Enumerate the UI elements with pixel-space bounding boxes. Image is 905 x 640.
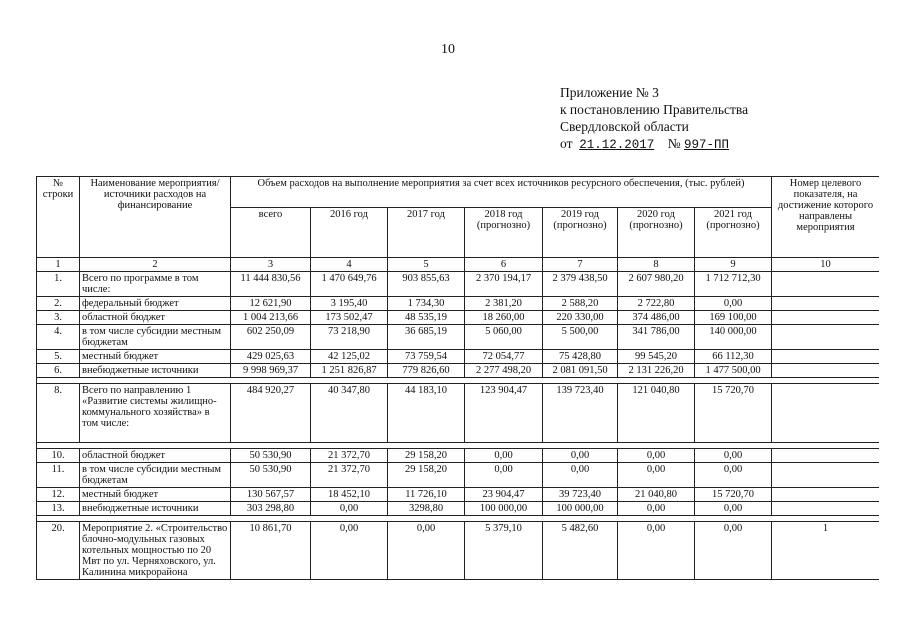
table-row [37,463,880,488]
col-number: 1 [37,258,80,272]
cell-total: 484 920,27 [231,384,311,443]
cell-2021: 0,00 [695,297,772,311]
cell-2021: 1 477 500,00 [695,364,772,378]
header-2017: 2017 год [388,208,465,258]
col-number: 5 [388,258,465,272]
header-2019: 2019 год (прогнозно) [543,208,618,258]
column-number-row [37,258,880,272]
cell-2017: 73 759,54 [388,350,465,364]
cell-2016: 40 347,80 [311,384,388,443]
cell-2020: 0,00 [618,502,695,516]
cell-2016: 3 195,40 [311,297,388,311]
row-label: областной бюджет [80,311,231,325]
cell-total: 1 004 213,66 [231,311,311,325]
row-number: 5. [37,350,80,364]
row-number: 3. [37,311,80,325]
appendix-authority: Свердловской области [560,119,689,134]
cell-2016: 0,00 [311,522,388,580]
date-prefix: от [560,136,573,151]
cell-2021: 0,00 [695,502,772,516]
cell-2021: 0,00 [695,449,772,463]
row-label: федеральный бюджет [80,297,231,311]
cell-2020: 2 722,80 [618,297,695,311]
cell-target [772,463,879,488]
cell-target [772,364,879,378]
cell-total: 602 250,09 [231,325,311,350]
cell-2018: 2 370 194,17 [465,272,543,297]
cell-target [772,384,879,443]
cell-2017: 36 685,19 [388,325,465,350]
cell-2018: 0,00 [465,449,543,463]
cell-2016: 18 452,10 [311,488,388,502]
row-label: внебюджетные источники [80,364,231,378]
cell-total: 9 998 969,37 [231,364,311,378]
cell-total: 429 025,63 [231,350,311,364]
cell-2019: 2 588,20 [543,297,618,311]
row-number: 4. [37,325,80,350]
cell-2021: 0,00 [695,522,772,580]
header-row [37,177,880,208]
decree-date: 21.12.2017 [579,138,655,152]
appendix-date-line [560,135,748,154]
row-label: внебюджетные источники [80,502,231,516]
cell-2018: 123 904,47 [465,384,543,443]
cell-2017: 44 183,10 [388,384,465,443]
table-row [37,449,880,463]
cell-2017: 3298,80 [388,502,465,516]
cell-2017: 1 734,30 [388,297,465,311]
row-label: Всего по программе в том числе: [80,272,231,297]
cell-2018: 5 060,00 [465,325,543,350]
col-number: 9 [695,258,772,272]
header-total: всего [231,208,311,258]
cell-2020: 0,00 [618,522,695,580]
cell-total: 303 298,80 [231,502,311,516]
row-number: 8. [37,384,80,443]
table-row [37,364,880,378]
cell-2017: 29 158,20 [388,449,465,463]
header-name: Наименование мероприятия/источники расходов на финансирование [80,177,231,258]
header-2021: 2021 год (прогнозно) [695,208,772,258]
cell-2017: 903 855,63 [388,272,465,297]
row-label: местный бюджет [80,350,231,364]
cell-2019: 100 000,00 [543,502,618,516]
cell-target [772,311,879,325]
cell-2021: 15 720,70 [695,384,772,443]
cell-2019: 0,00 [543,449,618,463]
table-row [37,297,880,311]
cell-2020: 341 786,00 [618,325,695,350]
cell-2019: 5 500,00 [543,325,618,350]
cell-2019: 0,00 [543,463,618,488]
cell-2017: 48 535,19 [388,311,465,325]
cell-2018: 0,00 [465,463,543,488]
table-row [37,384,880,443]
cell-2016: 1 251 826,87 [311,364,388,378]
row-label: Мероприятие 2. «Строительство блочно-модульных газовых котельных мощностью по 20 Мвт по ул. Черняховского, ул. Калинина микрорайона [80,522,231,580]
cell-2016: 21 372,70 [311,449,388,463]
row-label: областной бюджет [80,449,231,463]
decree-number: 997-ПП [684,138,730,152]
cell-2020: 21 040,80 [618,488,695,502]
cell-target [772,297,879,311]
col-number: 6 [465,258,543,272]
row-number: 1. [37,272,80,297]
appendix-header [560,84,748,154]
table-row [37,522,880,580]
cell-2020: 0,00 [618,449,695,463]
cell-2019: 220 330,00 [543,311,618,325]
col-number: 4 [311,258,388,272]
cell-2021: 15 720,70 [695,488,772,502]
cell-2018: 23 904,47 [465,488,543,502]
cell-target [772,325,879,350]
cell-2020: 2 131 226,20 [618,364,695,378]
row-number: 2. [37,297,80,311]
row-label: в том числе субсидии местным бюджетам [80,325,231,350]
cell-2021: 169 100,00 [695,311,772,325]
col-number: 10 [772,258,879,272]
cell-2018: 2 277 498,20 [465,364,543,378]
header-2018: 2018 год (прогнозно) [465,208,543,258]
cell-target [772,449,879,463]
cell-total: 50 530,90 [231,463,311,488]
cell-target: 1 [772,522,879,580]
cell-2017: 29 158,20 [388,463,465,488]
col-number: 3 [231,258,311,272]
cell-2019: 39 723,40 [543,488,618,502]
appendix-decree: к постановлению Правительства [560,102,749,117]
cell-2018: 5 379,10 [465,522,543,580]
header-row-no: № строки [37,177,80,258]
col-number: 2 [80,258,231,272]
row-number: 10. [37,449,80,463]
header-volume: Объем расходов на выполнение мероприятия за счет всех источников ресурсного обеспечения, (тыс. рублей) [231,177,772,208]
appendix-title: Приложение № 3 [560,85,659,100]
expenses-table [36,176,879,580]
cell-2021: 140 000,00 [695,325,772,350]
header-2020: 2020 год (прогнозно) [618,208,695,258]
cell-2016: 21 372,70 [311,463,388,488]
number-prefix: № [667,136,681,151]
col-number: 7 [543,258,618,272]
cell-2017: 0,00 [388,522,465,580]
cell-2017: 779 826,60 [388,364,465,378]
cell-2016: 42 125,02 [311,350,388,364]
cell-target [772,272,879,297]
cell-total: 10 861,70 [231,522,311,580]
table-frame [36,176,879,616]
cell-2019: 75 428,80 [543,350,618,364]
row-label: местный бюджет [80,488,231,502]
cell-2016: 0,00 [311,502,388,516]
cell-2019: 5 482,60 [543,522,618,580]
cell-2016: 173 502,47 [311,311,388,325]
cell-total: 50 530,90 [231,449,311,463]
table-row [37,272,880,297]
cell-target [772,502,879,516]
row-number: 12. [37,488,80,502]
cell-total: 12 621,90 [231,297,311,311]
table-row [37,502,880,516]
cell-2019: 2 081 091,50 [543,364,618,378]
table-row [37,488,880,502]
cell-2019: 139 723,40 [543,384,618,443]
table-row [37,350,880,364]
table-row [37,311,880,325]
cell-2019: 2 379 438,50 [543,272,618,297]
col-number: 8 [618,258,695,272]
cell-2018: 2 381,20 [465,297,543,311]
row-number: 13. [37,502,80,516]
cell-2018: 72 054,77 [465,350,543,364]
cell-2020: 0,00 [618,463,695,488]
cell-total: 11 444 830,56 [231,272,311,297]
cell-2020: 374 486,00 [618,311,695,325]
cell-2018: 18 260,00 [465,311,543,325]
cell-2021: 1 712 712,30 [695,272,772,297]
header-2016: 2016 год [311,208,388,258]
cell-2016: 73 218,90 [311,325,388,350]
row-number: 11. [37,463,80,488]
row-number: 6. [37,364,80,378]
cell-2021: 0,00 [695,463,772,488]
cell-target [772,350,879,364]
row-label: в том числе субсидии местным бюджетам [80,463,231,488]
cell-target [772,488,879,502]
table-row [37,325,880,350]
cell-2020: 121 040,80 [618,384,695,443]
cell-total: 130 567,57 [231,488,311,502]
cell-2020: 2 607 980,20 [618,272,695,297]
row-number: 20. [37,522,80,580]
cell-2021: 66 112,30 [695,350,772,364]
header-target: Номер целевого показателя, на достижение которого направлены мероприятия [772,177,879,258]
cell-2020: 99 545,20 [618,350,695,364]
row-label: Всего по направлению 1 «Развитие системы жилищно-коммунального хозяйства» в том числе: [80,384,231,443]
cell-2016: 1 470 649,76 [311,272,388,297]
page-number: 10 [441,42,455,57]
cell-2018: 100 000,00 [465,502,543,516]
cell-2017: 11 726,10 [388,488,465,502]
